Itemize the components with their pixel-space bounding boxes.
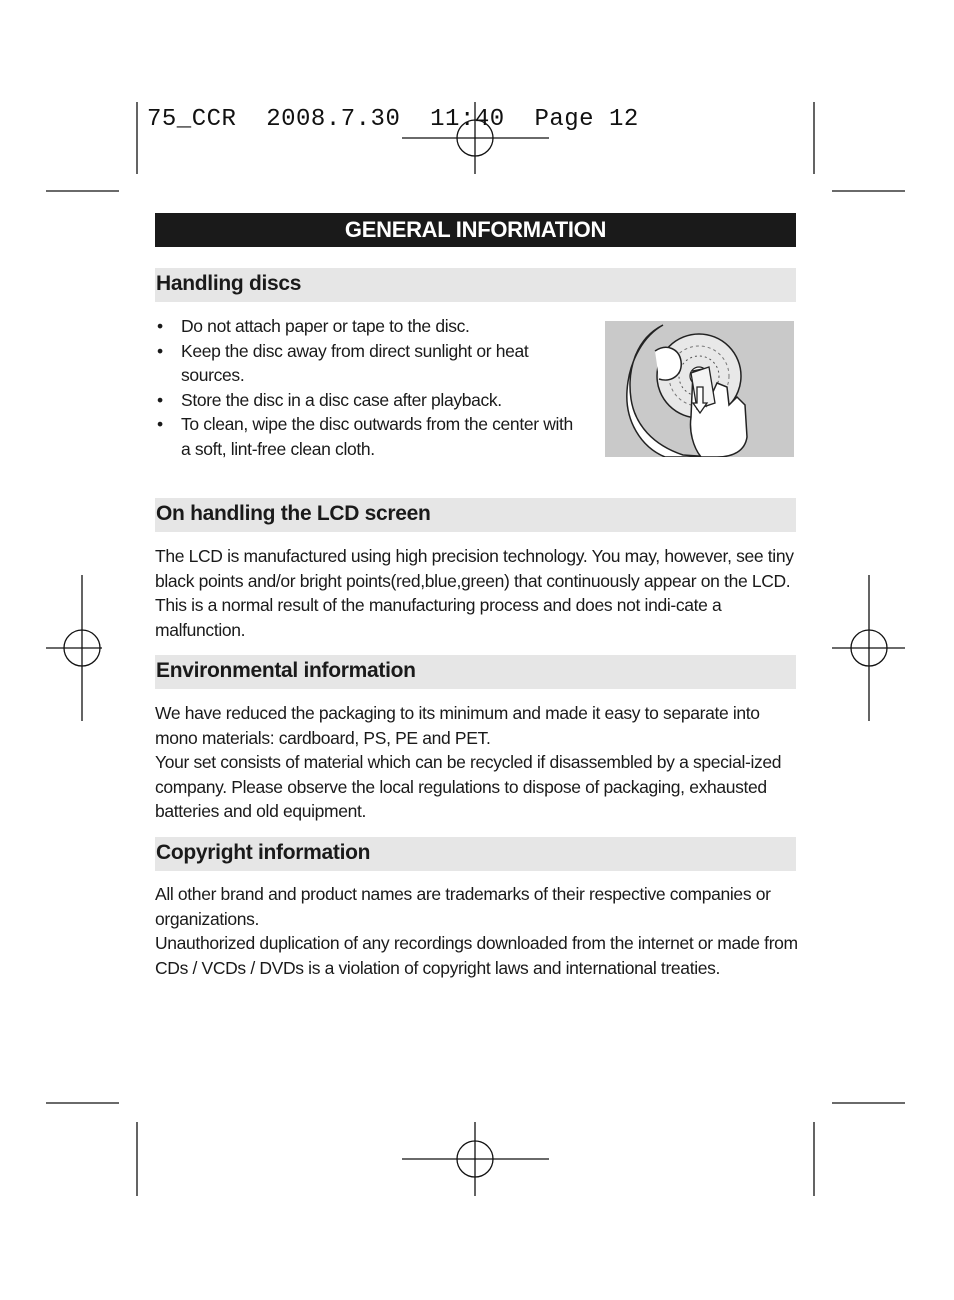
bullet-icon: • [157, 414, 163, 434]
environmental-text-1: We have reduced the packaging to its minimum and made it easy to separate into mono materials: cardboard, PS, PE and PET. [155, 703, 760, 748]
lcd-text: The LCD is manufactured using high precision technology. You may, however, see tiny black points and/or bright points(red,blue,green) that continuously appear on the LCD. This is a normal result of the manufacturing process and does not indi-cate a malfunction. [155, 546, 794, 640]
hand-wiping-disc-icon [605, 321, 794, 457]
bullet-icon: • [157, 389, 163, 410]
print-slug-line: 75_CCR 2008.7.30 11:40 Page 12 [147, 106, 639, 133]
section-heading-copyright: Copyright information [155, 837, 796, 871]
copyright-text-1: All other brand and product names are trademarks of their respective companies or organizations. [155, 884, 771, 929]
section-heading-handling-discs: Handling discs [155, 268, 796, 302]
bullet-icon: • [157, 340, 163, 361]
environmental-text-2: Your set consists of material which can be recycled if disassembled by a special-ized company. Please observe the local regulations to dispose of packaging, exhausted batteries and old equipment. [155, 752, 782, 821]
copyright-text-2: Unauthorized duplication of any recordings downloaded from the internet or made from CDs / VCDs / DVDs is a violation of copyright laws and international treaties. [155, 933, 798, 978]
list-item: • Keep the disc away from direct sunlight or heat sources. [157, 340, 529, 385]
list-item: • Do not attach paper or tape to the disc. [155, 314, 575, 339]
lcd-paragraph [155, 544, 799, 642]
section-heading-lcd-screen: On handling the LCD screen [155, 498, 796, 532]
section-heading-environmental: Environmental information [155, 655, 796, 689]
page-title: GENERAL INFORMATION [155, 213, 796, 247]
copyright-paragraph [155, 882, 799, 980]
list-item: • To clean, wipe the disc outwards from the center with a soft, lint-free clean cloth. [157, 414, 573, 459]
list-item: • Store the disc in a disc case after playback. [155, 388, 575, 413]
bullet-icon: • [157, 316, 163, 336]
environmental-paragraph [155, 701, 799, 824]
handling-discs-list [155, 314, 575, 461]
